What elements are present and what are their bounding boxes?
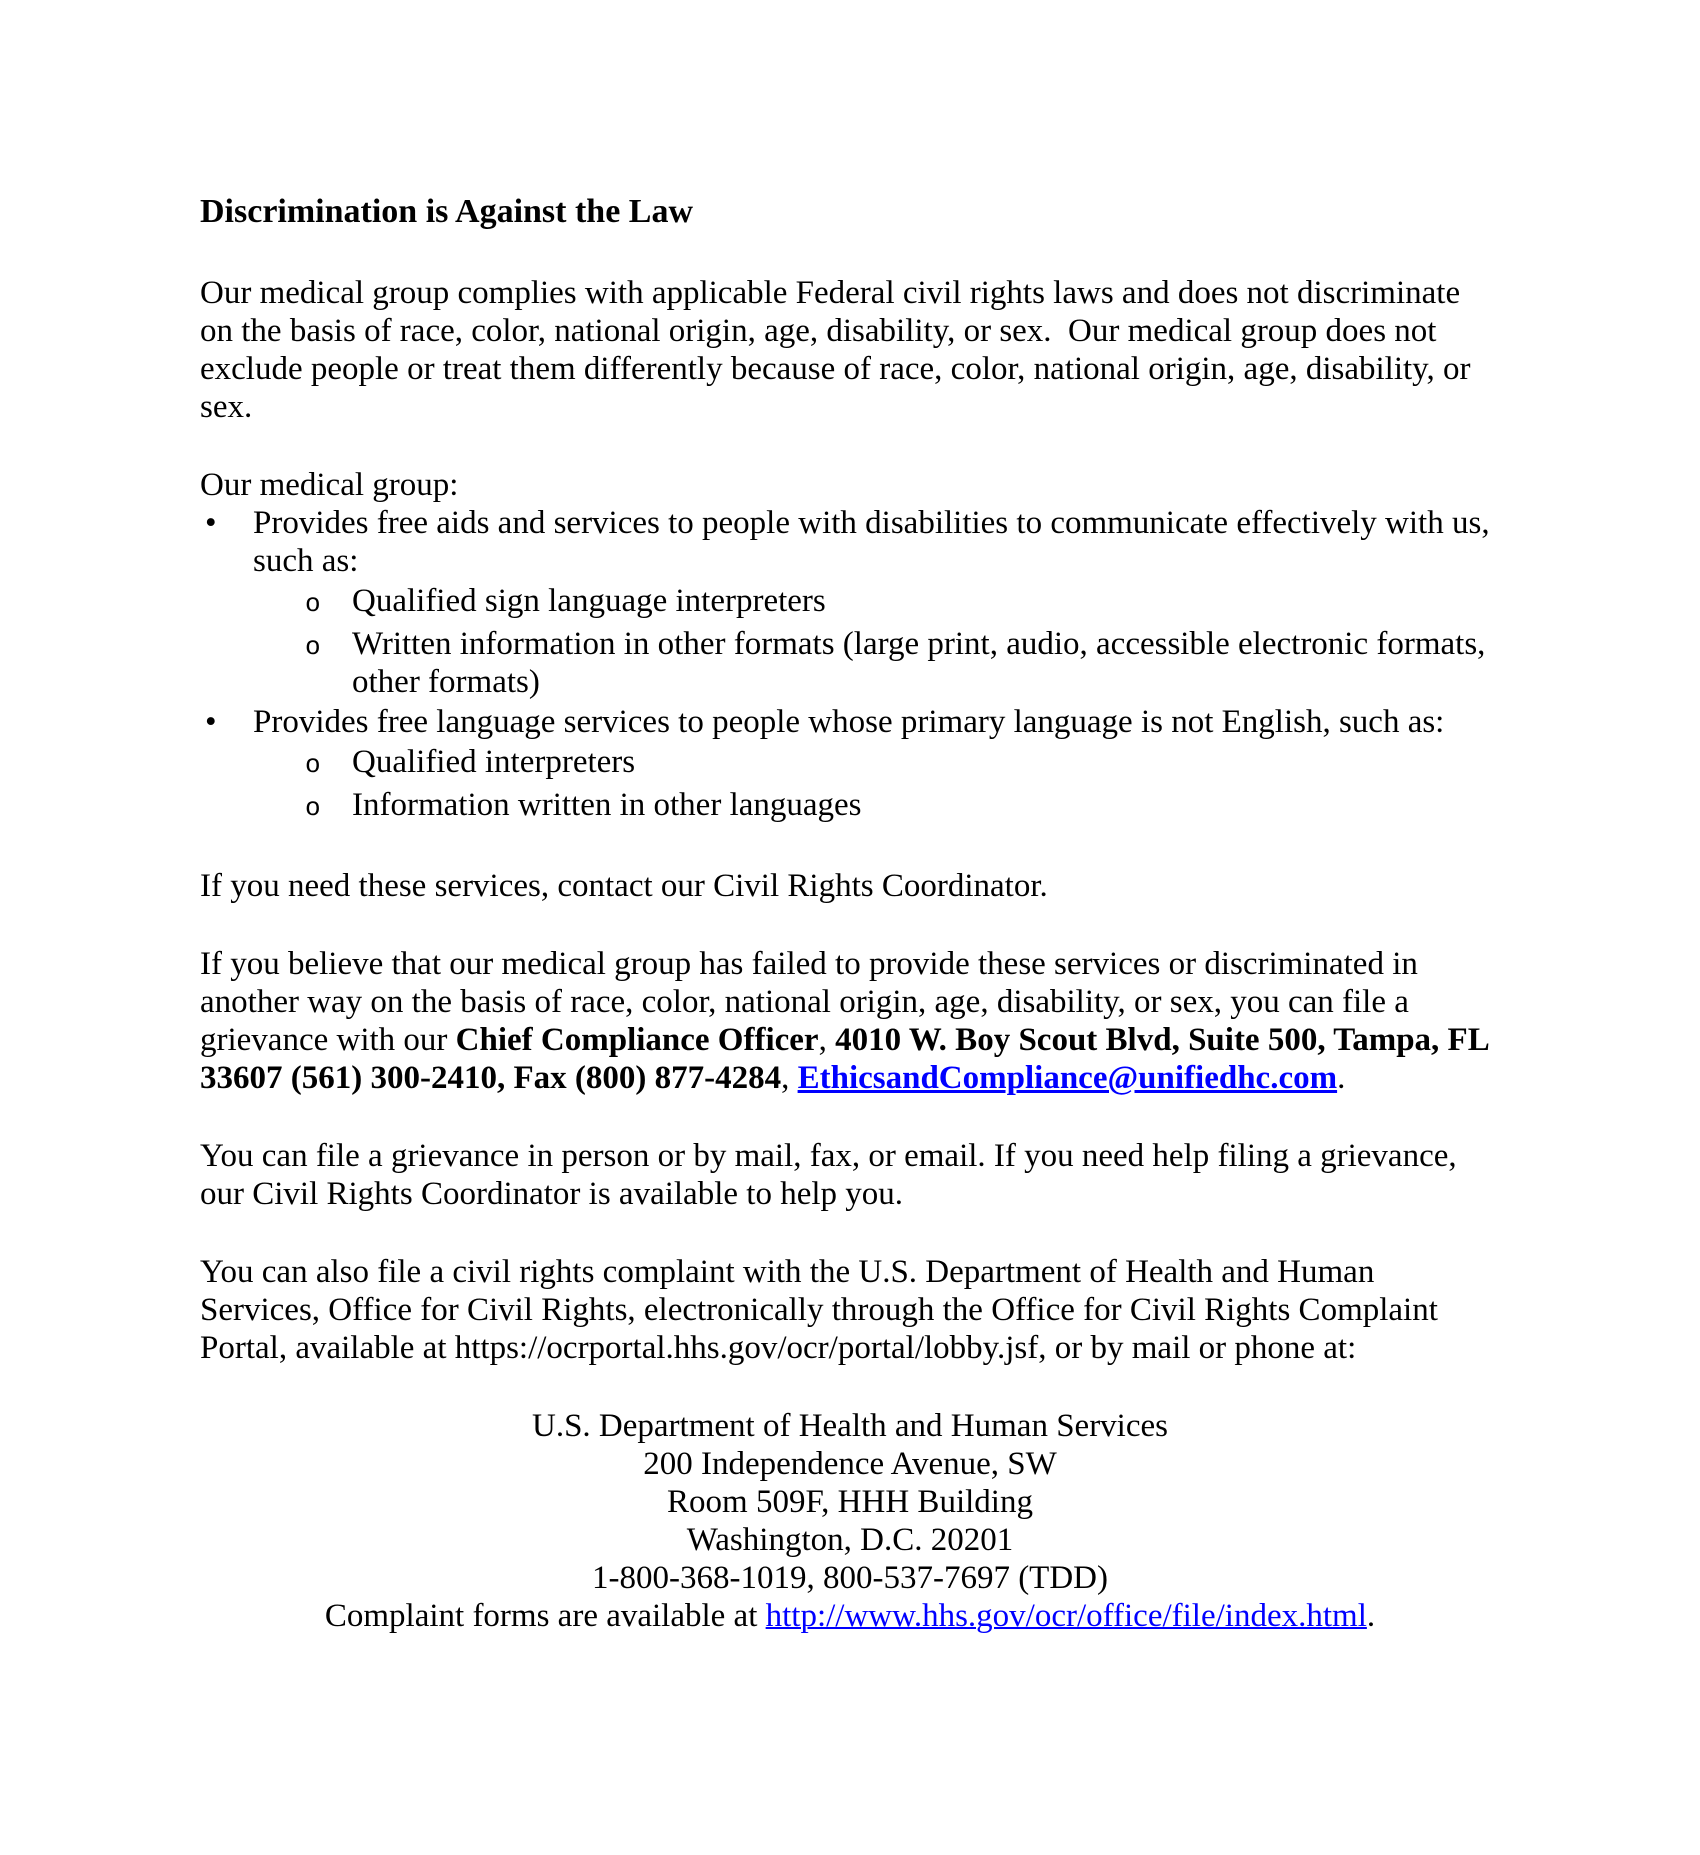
- grievance-officer: Chief Compliance Officer: [455, 1022, 819, 1058]
- hhs-address-block: [200, 1407, 1500, 1635]
- hhs-address-line: Room 509F, HHH Building: [667, 1484, 1033, 1520]
- sub-list-item-text: Qualified sign language interpreters: [352, 583, 826, 619]
- sub-list-item: [200, 743, 1500, 784]
- list-item: [200, 703, 1500, 741]
- grievance-lead: If you believe that our medical group has failed to provide these services or discriminated in another way on the basis of race, color, national origin, age, disability, or sex, you can file a grievance with our: [200, 946, 1418, 1058]
- complaint-forms-lead: Complaint forms are available at: [324, 1598, 766, 1634]
- grievance-address: 4010 W. Boy Scout Blvd, Suite 500, Tampa, FL 33607 (561) 300-2410, Fax (800) 877-4284: [200, 1022, 1488, 1096]
- services-note: If you need these services, contact our Civil Rights Coordinator.: [200, 868, 1048, 904]
- group-heading: Our medical group:: [200, 467, 459, 503]
- hhs-address-line: Washington, D.C. 20201: [686, 1522, 1014, 1558]
- grievance-separator: ,: [818, 1022, 836, 1058]
- sub-list-item: [200, 786, 1500, 827]
- ocr-paragraph: You can also file a civil rights complaint with the U.S. Department of Health and Human Services, Office for Civil Rights, electronically through the Office for Civil Rights Complaint Portal, available at https://ocrportal.hhs.gov/ocr/portal/lobby.jsf, or by mail or phone at:: [200, 1254, 1438, 1366]
- sub-list-item: [200, 582, 1500, 623]
- sub-bullet-icon: o: [305, 632, 321, 662]
- ethics-compliance-email-link[interactable]: EthicsandCompliance@unifiedhc.com: [797, 1060, 1338, 1096]
- sub-bullet-icon: o: [305, 750, 321, 780]
- hhs-address-line: 200 Independence Avenue, SW: [643, 1446, 1057, 1482]
- grievance-period: .: [1337, 1060, 1346, 1096]
- hhs-address-line: 1-800-368-1019, 800-537-7697 (TDD): [592, 1560, 1108, 1596]
- intro-paragraph: Our medical group complies with applicable Federal civil rights laws and does not discriminate on the basis of race, color, national origin, age, disability, or sex. Our medical group does not exclude people or treat them differently because of race, color, national origin, age, disability, or sex.: [200, 275, 1479, 425]
- hhs-complaint-form-link[interactable]: http://www.hhs.gov/ocr/office/file/index.html: [765, 1598, 1367, 1634]
- sub-list-item: [200, 625, 1500, 701]
- sub-list-item-text: Qualified interpreters: [352, 744, 636, 780]
- list-item: [200, 504, 1500, 580]
- list-item-text: Provides free aids and services to people with disabilities to communicate effectively with us, such as:: [253, 505, 1490, 579]
- list-item-text: Provides free language services to people whose primary language is not English, such as:: [253, 704, 1445, 740]
- sub-list-item-text: Written information in other formats (large print, audio, accessible electronic formats, other formats): [352, 626, 1486, 700]
- grievance-separator: ,: [781, 1060, 798, 1096]
- bullet-icon: •: [205, 505, 217, 541]
- complaint-forms-line: [200, 1597, 1500, 1635]
- services-list: [200, 504, 1500, 827]
- filing-note: You can file a grievance in person or by mail, fax, or email. If you need help filing a grievance, our Civil Rights Coordinator is available to help you.: [200, 1138, 1457, 1212]
- grievance-paragraph: [200, 945, 1500, 1097]
- complaint-forms-period: .: [1366, 1598, 1376, 1634]
- sub-list-item-text: Information written in other languages: [352, 787, 862, 823]
- bullet-icon: •: [205, 704, 217, 740]
- sub-bullet-icon: o: [305, 793, 321, 823]
- hhs-address-line: U.S. Department of Health and Human Services: [532, 1408, 1168, 1444]
- sub-bullet-icon: o: [305, 589, 321, 619]
- notice-title: Discrimination is Against the Law: [200, 193, 694, 230]
- notice-content: [200, 190, 1500, 1635]
